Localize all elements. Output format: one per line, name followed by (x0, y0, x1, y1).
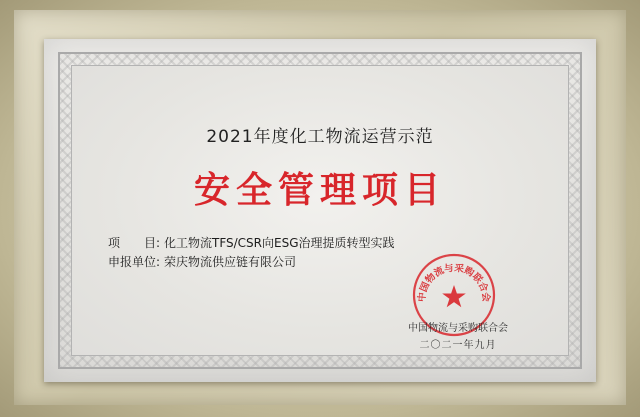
certificate-subtitle: 安全管理项目 (193, 169, 446, 211)
star-icon (442, 285, 466, 307)
project-label: 项 目: (108, 236, 161, 250)
certificate-panel (71, 65, 569, 356)
project-line (108, 234, 395, 251)
certificate-plaque (44, 39, 596, 382)
certificate-title: 2021年度化工物流运营示范 (206, 127, 434, 147)
issuer-name: 中国物流与采购联合会 (408, 323, 508, 334)
issue-date: 二〇二一年九月 (419, 340, 497, 351)
seal-text: 中国物流与采购联合会 (416, 262, 492, 303)
applicant-line (108, 253, 296, 270)
decorative-border (58, 52, 582, 369)
applicant-label: 申报单位: (108, 255, 161, 269)
project-value: 化工物流TFS/CSR向ESG治理提质转型实践 (164, 236, 395, 250)
applicant-value: 荣庆物流供应链有限公司 (164, 255, 297, 269)
